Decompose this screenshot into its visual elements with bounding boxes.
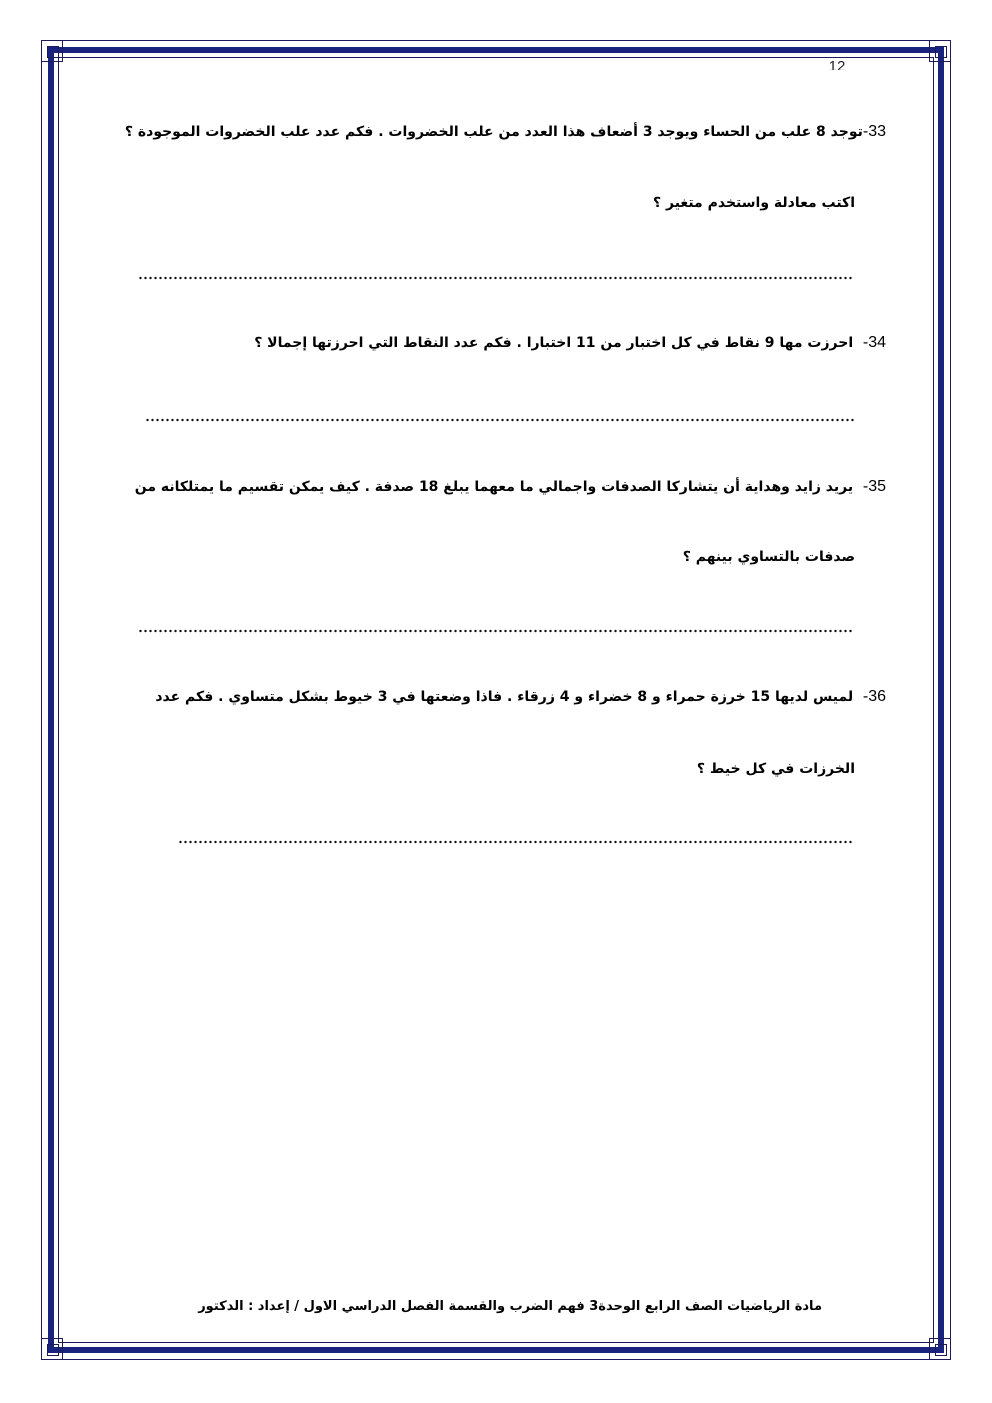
page-footer: مادة الرياضيات الصف الرابع الوحدة3 فهم الضرب والقسمة الفصل الدراسي الاول / إعداد : الدكتور (198, 1299, 822, 1314)
corner-ornament-top-left (41, 40, 63, 62)
question-33-line-1 (125, 122, 886, 142)
question-33-number: 33- (862, 123, 886, 140)
answer-line-36[interactable] (178, 840, 854, 844)
question-34-line-1 (254, 333, 886, 353)
corner-ornament-bottom-right (929, 1338, 951, 1360)
question-36-line-1 (155, 687, 886, 707)
question-35-number: 35- (862, 478, 886, 495)
question-36-text: لميس لديها 15 خرزة حمراء و 8 خضراء و 4 زرقاء . فاذا وضعتها في 3 خيوط بشكل متساوي . فكم عدد (155, 689, 854, 705)
question-34-number: 34- (862, 334, 886, 351)
question-34-text: احرزت مها 9 نقاط في كل اختبار من 11 اختبارا . فكم عدد النقاط التي احرزتها إجمالا ؟ (254, 335, 854, 351)
corner-ornament-top-right (929, 40, 951, 62)
question-33-line-2: اكتب معادلة واستخدم متغير ؟ (653, 195, 855, 211)
question-35-text: يريد زايد وهداية أن يتشاركا الصدفات واجمالي ما معهما يبلغ 18 صدفة . كيف يمكن تقسيم ما يمتلكانه من (134, 479, 854, 495)
question-36-line-2: الخرزات في كل خيط ؟ (696, 761, 855, 777)
question-33-text: توجد 8 علب من الحساء ويوجد 3 أضعاف هذا العدد من علب الخضروات . فكم عدد علب الخضروات الموجودة ؟ (124, 124, 863, 140)
answer-line-34[interactable] (145, 418, 854, 422)
page-number: 12 (828, 58, 846, 70)
question-35-line-1 (135, 477, 886, 497)
question-36-number: 36- (862, 688, 886, 705)
answer-line-33[interactable] (138, 276, 854, 280)
corner-ornament-bottom-left (41, 1338, 63, 1360)
question-35-line-2: صدفات بالتساوي بينهم ؟ (682, 549, 855, 565)
answer-line-35[interactable] (138, 629, 854, 633)
